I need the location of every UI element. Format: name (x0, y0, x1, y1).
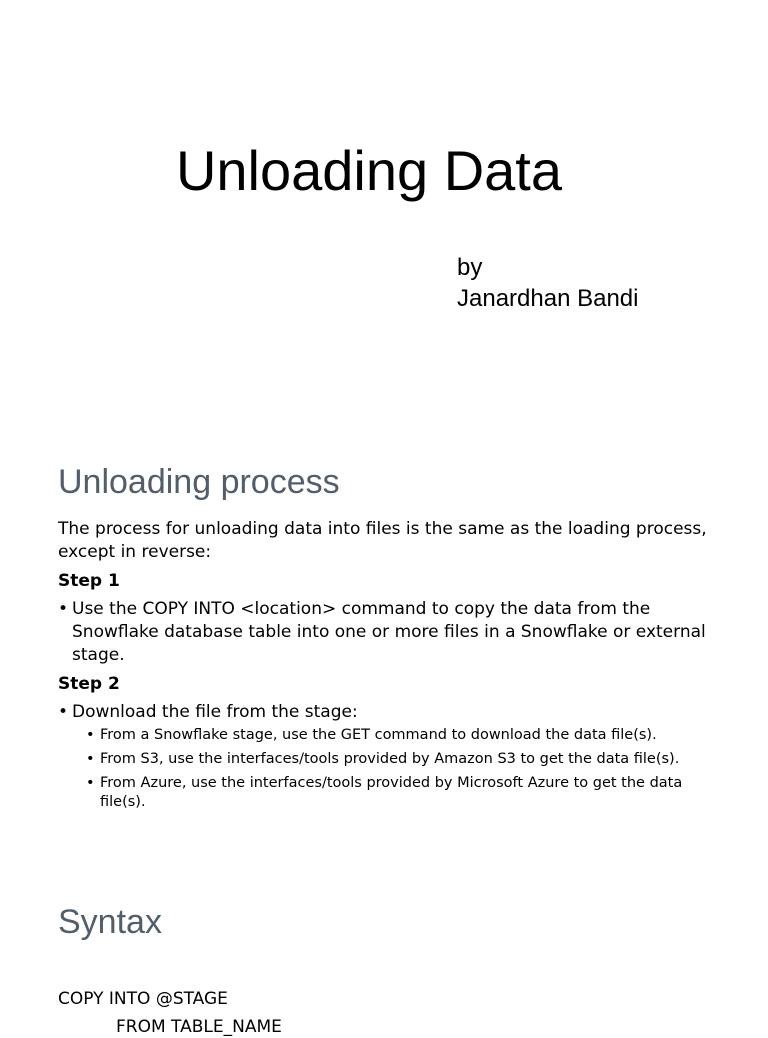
step-1-label: Step 1 (58, 571, 120, 591)
step-2-label: Step 2 (58, 674, 120, 694)
sub-list-item: • From S3, use the interfaces/tools provided by Amazon S3 to get the data file(s). (86, 750, 728, 769)
list-item-text: Download the file from the stage: (72, 702, 358, 722)
byline-prefix: by (457, 254, 483, 281)
code-line: COPY INTO @STAGE (58, 989, 228, 1009)
author-name: Janardhan Bandi (457, 285, 639, 312)
step-2-sublist (72, 726, 728, 812)
sub-list-item: • From Azure, use the interfaces/tools provided by Microsoft Azure to get the data file(s). (86, 774, 728, 812)
sub-list-item: • From a Snowflake stage, use the GET command to download the data file(s). (86, 726, 728, 745)
slide-title: Unloading process (58, 463, 340, 501)
slide-title: Syntax (58, 903, 162, 941)
presentation-title: Unloading Data (175, 139, 563, 202)
author-byline (457, 252, 638, 314)
step-2-list (58, 701, 728, 812)
syntax-slide (0, 864, 768, 1037)
slide-body (58, 518, 728, 818)
code-line: FROM TABLE_NAME (116, 1017, 282, 1037)
intro-paragraph: The process for unloading data into files is the same as the loading process, except in reverse: (58, 519, 707, 562)
title-slide (0, 0, 768, 432)
list-item (58, 701, 728, 812)
step-1-list (58, 598, 728, 667)
list-item: • Use the COPY INTO <location> command to copy the data from the Snowflake database table into one or more files in a Snowflake or external stage. (58, 598, 728, 667)
unloading-process-slide (0, 432, 768, 864)
